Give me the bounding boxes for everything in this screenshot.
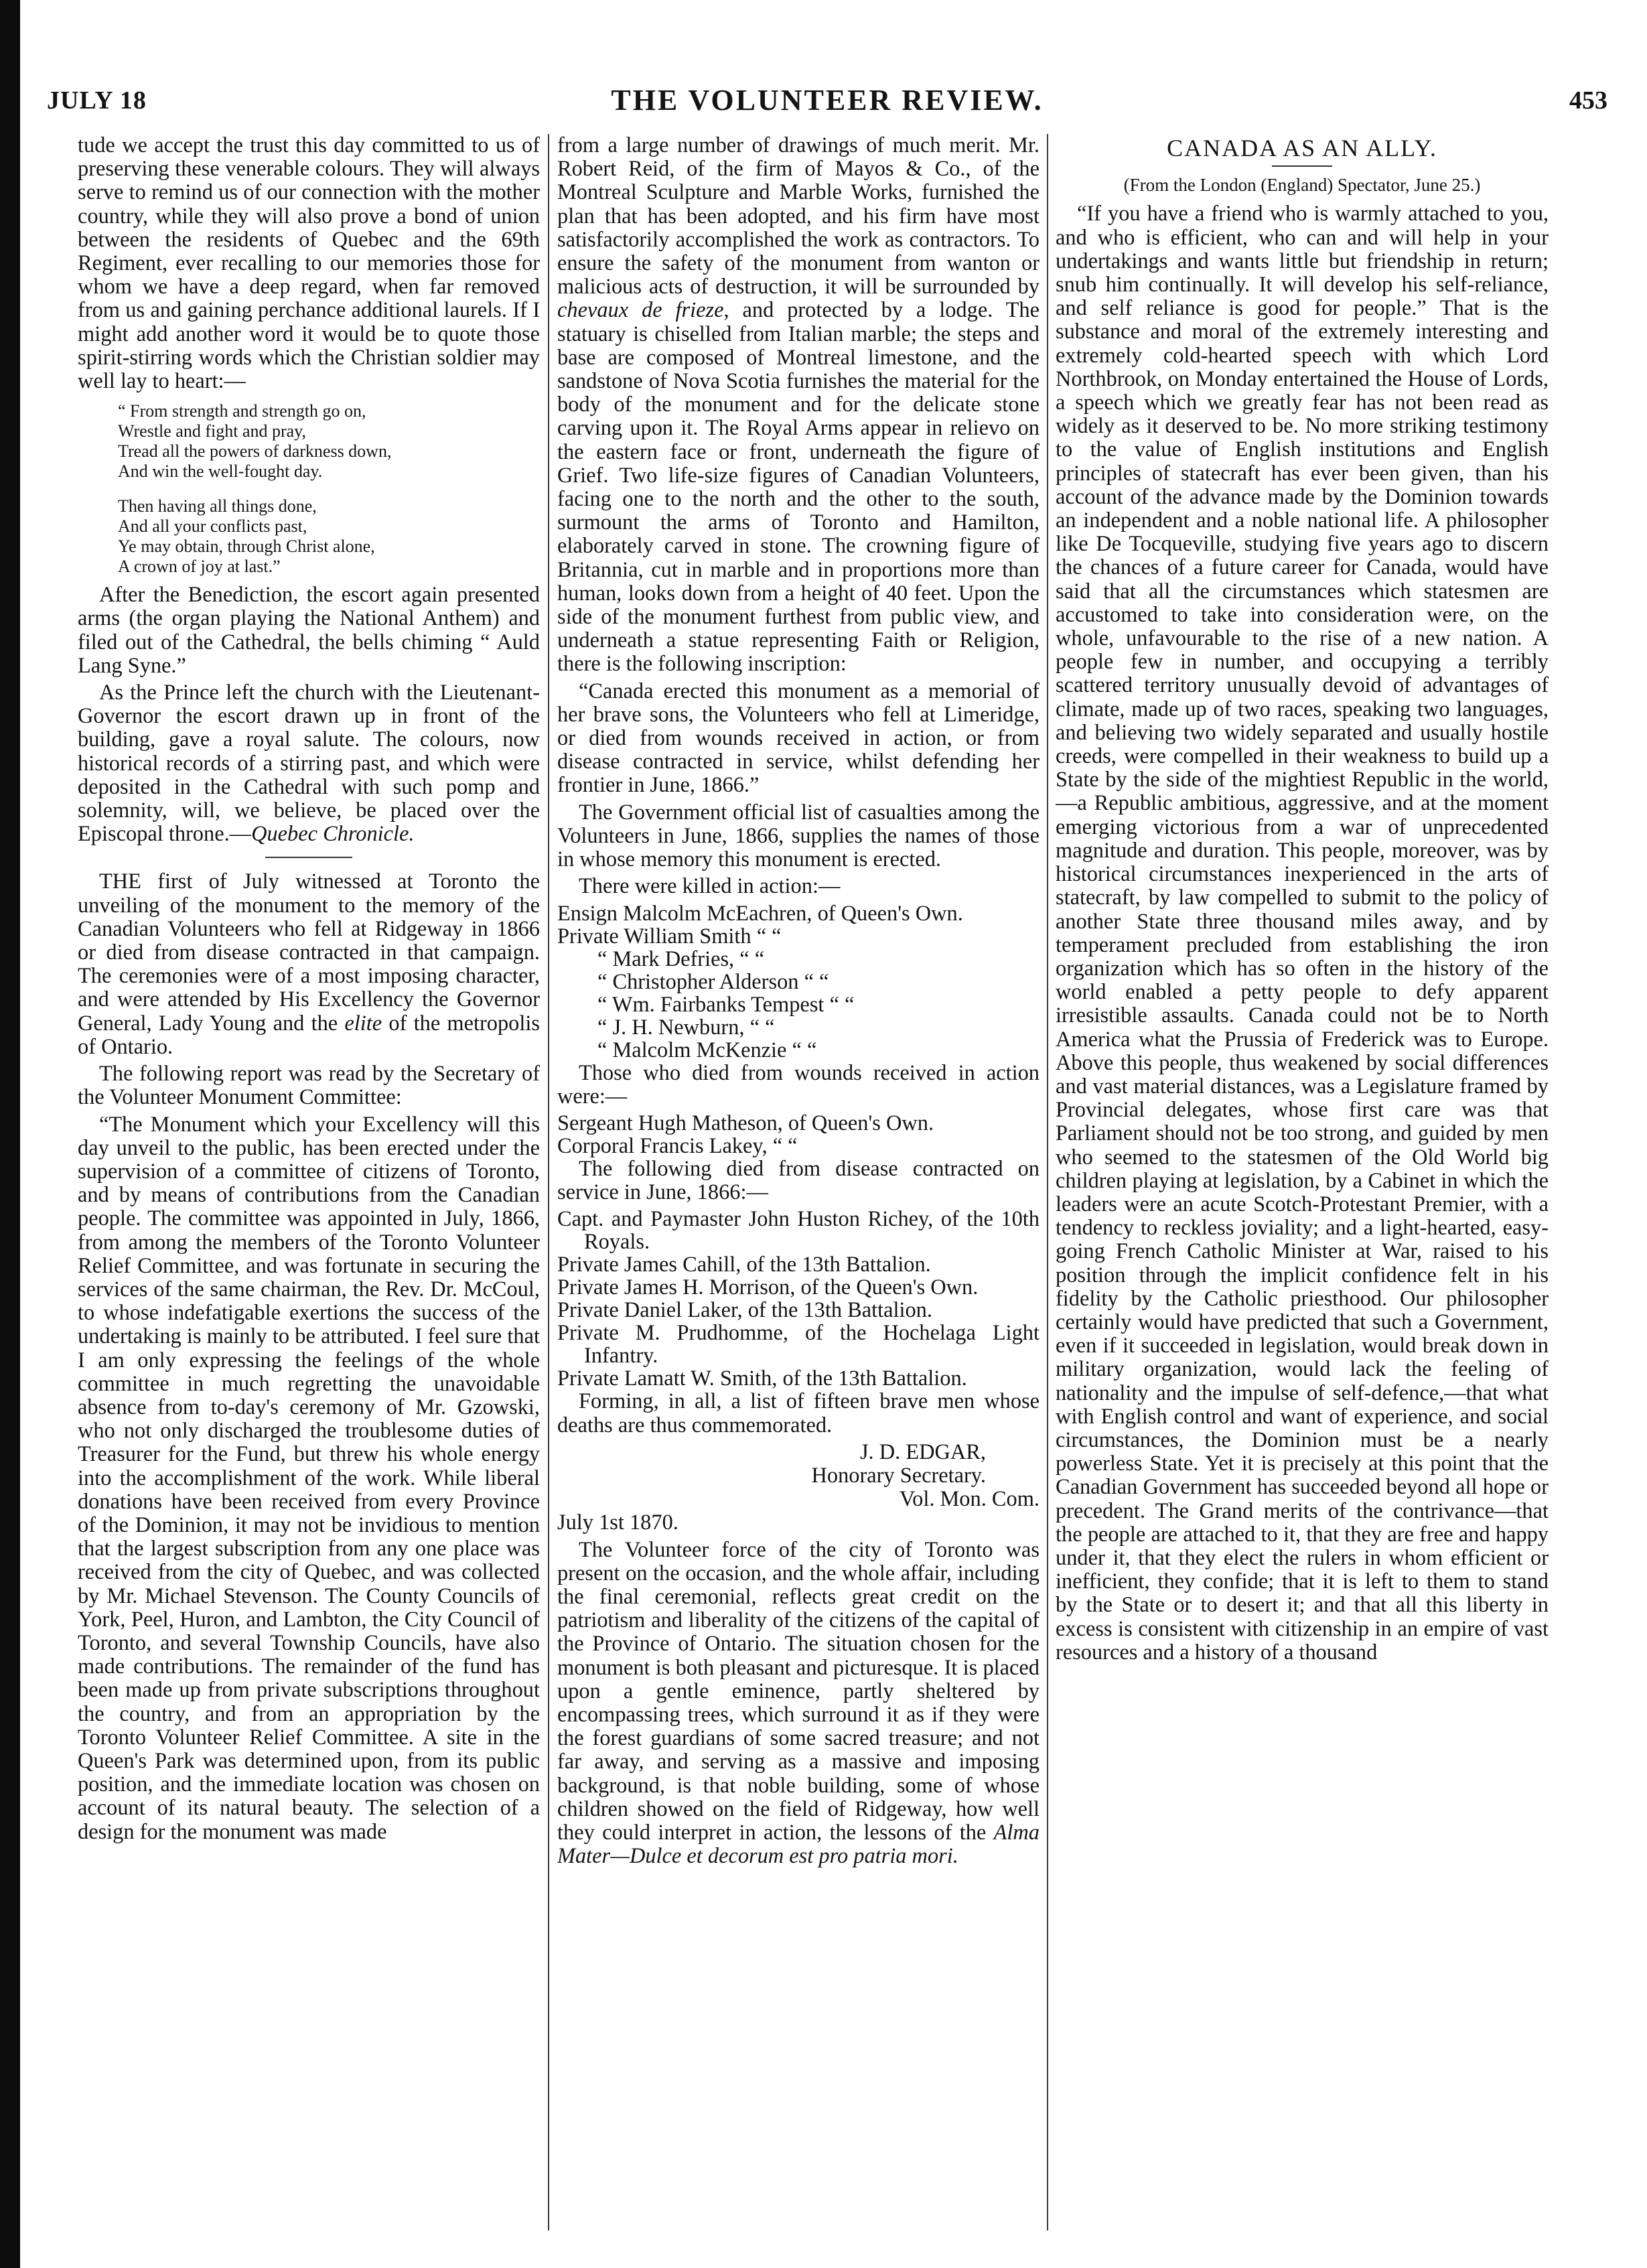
article-divider — [265, 857, 352, 858]
signature-title: Honorary Secretary. — [811, 1463, 986, 1488]
list-item: “ Christopher Alderson “ “ — [597, 969, 829, 994]
binding-edge — [0, 0, 20, 2268]
list-item: Capt. and Paymaster John Huston Richey, of the 10th Royals. — [557, 1207, 1040, 1255]
paragraph: tude we accept the trust this day committed to us of preserving these venerable colours. They will always serve to remind us of our connection with the mother country, while they will also prove a bond of union between the residents of Quebec and the 69th Regiment, ever recalling to our memories those for whom we have a deep regard, when far removed from us and gaining perchance additional laurels. If I might add another word it would be to quote those spirit-stirring words which the Christian soldier may well lay to heart:— — [78, 134, 540, 394]
paragraph: The following report was read by the Secretary of the Volunteer Monument Committee: — [78, 1062, 540, 1110]
paragraph: Forming, in all, a list of fifteen brave men whose deaths are thus commemorated. — [557, 1389, 1040, 1437]
paragraph: “The Monument which your Excellency will this day unveil to the public, has been erected under the supervision of a committee of citizens of Toronto, and by means of contributions from the Canadian people. The committee was appointed in July, 1866, from among the members of the Toronto Volunteer Relief Committee, and was fortunate in securing the services of the same chairman, the Rev. Dr. McCoul, to whose indefatigable exertions the success of the undertaking is mainly to be attributed. I feel sure that I am only expressing the feelings of the whole committee in much regretting the unavoidable absence from to-day's ceremony of Mr. Gzowski, who not only discharged the troublesome duties of Treasurer for the Fund, but threw his whole energy into the accomplishment of the work. While liberal donations have been received from every Province of the Dominion, it may not be invidious to mention that the largest subscription from any one place was received from the city of Quebec, and was collected by Mr. Michael Stevenson. The County Councils of York, Peel, Huron, and Lambton, the City Council of Toronto, and several Township Councils, have also made contributions. The remainder of the fund has been made up from private subscriptions throughout the country, and from an appropriation by the Toronto Volunteer Relief Committee. A site in the Queen's Park was determined upon, from its public position, and the immediate location was chosen on account of its natural beauty. The selection of a design for the monument was made — [78, 1112, 540, 1844]
running-title: THE VOLUNTEER REVIEW. — [611, 84, 1044, 117]
verse-line: Then having all things done, — [118, 496, 317, 516]
page-header — [47, 79, 1607, 133]
signature-org: Vol. Mon. Com. — [899, 1487, 1040, 1512]
page-number: 453 — [1569, 86, 1607, 115]
italic-phrase: chevaux de frieze — [557, 298, 724, 323]
list-item: Private Daniel Laker, of the 13th Battalion. — [557, 1298, 932, 1323]
paragraph-text: , and protected by a lodge. The statuary is chiselled from Italian marble; the steps and base are composed of Montreal limestone, and the sandstone of Nova Scotia furnishes the material for the body of the monument and for the delicate stone carving upon it. The Royal Arms appear in relievo on the eastern face or front, underneath the figure of Grief. Two life-size figures of Canadian Volunteers, facing one to the north and the other to the south, surmount the arms of Toronto and Hamilton, elaborately carved in stone. The crowning figure of Britannia, cut in marble and in proportions more than human, looks down from a height of 40 feet. Upon the side of the monument furthest from public view, and underneath a statue representing Faith or Religion, there is the following inscription: — [557, 298, 1040, 677]
paragraph: The following died from disease contracted on service in June, 1866:— — [557, 1156, 1040, 1205]
paragraph-text: As the Prince left the church with the Lieutenant-Governor the escort drawn up in front of the building, gave a royal salute. The colours, now historical records of a stirring past, and which were deposited in the Cathedral with such pomp and solemnity, will, we believe, be placed over the Episcopal throne.— — [78, 681, 540, 847]
list-item: Corporal Francis Lakey, “ “ — [557, 1133, 798, 1158]
list-item: “ Mark Defries, “ “ — [597, 946, 765, 971]
verse-line: Tread all the powers of darkness down, — [118, 441, 392, 462]
paragraph-text: THE first of July witnessed at Toronto the unveiling of the monument to the memory of the Canadian Volunteers who fell at Ridgeway in 1866 or died from disease contracted in that campaign. The ceremonies were of a most imposing character, and were attended by His Excellency the Governor General, Lady Young and the — [78, 869, 540, 1036]
disease-list — [557, 1208, 1040, 1390]
signature-name: J. D. EDGAR, — [859, 1439, 986, 1464]
paragraph: Those who died from wounds received in action were:— — [557, 1060, 1040, 1109]
latin-quote: Alma Mater—Dulce et decorum est pro patria mori. — [557, 1820, 1040, 1869]
column-right — [1056, 134, 1549, 2230]
paragraph — [78, 870, 540, 1059]
issue-date: JULY 18 — [47, 86, 147, 115]
list-item: Private William Smith “ “ — [557, 924, 782, 948]
list-item: Private M. Prudhomme, of the Hochelaga Light Infantry. — [557, 1321, 1040, 1368]
column-rule — [548, 134, 549, 2230]
paragraph: There were killed in action:— — [579, 874, 841, 899]
source-credit: Quebec Chronicle. — [251, 822, 415, 847]
italic-word: elite — [344, 1011, 382, 1036]
article-title: CANADA AS AN ALLY. — [1167, 135, 1437, 161]
paragraph: “If you have a friend who is warmly attached to you, and who is efficient, who can and will help in your undertakings and wants little but friendship in return; snub him continually. It will develop his self-reliance, and self reliance is good for people.” That is the substance and moral of the extremely interesting and extremely cold-hearted speech with which Lord Northbrook, on Monday entertained the House of Lords, a speech which we greatly fear has not been read as widely as it deserved to be. No more striking testimony to the value of English institutions and English principles of statecraft has ever been given, than his account of the advance made by the Dominion towards an independent and a noble national life. A philosopher like De Tocqueville, studying five years ago to discern the chances of a future career for Canada, would have said that all the circumstances which statesmen are accustomed to take into consideration were, on the whole, unfavourable to the rise of a new nation. A people few in number, and occupying a terribly scattered territory unusually devoid of advantages of climate, made up of two races, speaking two languages, and believing two widely separated and usually hostile creeds, were compelled in their weakness to build up a State by the side of the mightiest Republic in the world,—a Republic ambitious, aggressive, and at the moment emerging victorious from a war of unprecedented magnitude and duration. This people, moreover, was by historical circumstances inexperienced in the arts of statecraft, by law compelled to submit to the policy of another State three thousand miles away, and by temperament precluded from establishing the iron organization which has so often in the history of the world enabled a petty people to defy apparent irresistible assaults. Canada could not be to North America what the Prussia of Frederick was to Europe. Above this people, thus weakened by social differences and vast material distances, was a Legislature framed by Provincial delegates, whose first care was that Parliament should not be too strong, and guided by men who seemed to the statesmen of the Old World big children playing at legislation, by a Cabinet in which the leaders were an acute Scotch-Protestant Premier, with a tendency to reckless joviality; and a light-hearted, easy-going French Catholic Minister at War, raised to his position through the implicit confidence felt in his fidelity by the Catholic priesthood. Our philosopher certainly would have predicted that such a Government, even if it succeeded in legislation, would break down in military organization, would lack the feeling of nationality and the impulse of self-defence,—that what with English control and want of experience, and social circumstances, the Dominion must be a nearly powerless State. Yet it is precisely at this point that the Canadian Government has succeeded beyond all hope or precedent. The Grand merits of the contrivance—that the people are attached to it, that they are free and happy under it, that they elect the rulers in whom efficient or inefficient, they confide; that it is left to them to stand by the State or to desert it; and that all this liberty in excess is consistent with citizenship in an empire of vast resources and a history of a thousand — [1056, 202, 1549, 1664]
killed-list — [557, 902, 1040, 1062]
verse-line: And all your conflicts past, — [118, 516, 307, 537]
list-item: Sergeant Hugh Matheson, of Queen's Own. — [557, 1111, 934, 1135]
list-item: “ Malcolm McKenzie “ “ — [597, 1038, 817, 1062]
list-item: Ensign Malcolm McEachren, of Queen's Own. — [557, 901, 963, 926]
list-item: Private James Cahill, of the 13th Battalion. — [557, 1253, 931, 1277]
verse-line: A crown of joy at last.” — [118, 557, 281, 577]
paragraph-text: of the metropolis of Ontario. — [78, 1011, 540, 1059]
article-source: (From the London (England) Spectator, June 25.) — [1123, 175, 1481, 196]
paragraph-text: The Volunteer force of the city of Toronto was present on the occasion, and the whole affair, including the final ceremonial, reflects great credit on the patriotism and liberality of the citizens of the capital of the Province of Ontario. The situation chosen for the monument is both pleasant and picturesque. It is placed upon a gentle eminence, partly sheltered by encompassing trees, which surround it as if they were the forest guardians of some sacred treasure; and not far away, and serving as a massive and imposing background, is that noble building, some of whose children showed on the field of Ridgeway, how well they could interpret in action, the lessons of the — [557, 1537, 1040, 1845]
title-rule — [1272, 165, 1332, 167]
paragraph: The Government official list of casualties among the Volunteers in June, 1866, supplies the names of those in whose memory this monument is erected. — [557, 800, 1040, 872]
list-item: Private James H. Morrison, of the Queen's Own. — [557, 1275, 979, 1300]
list-item: “ J. H. Newburn, “ “ — [597, 1015, 775, 1040]
verse-line: Ye may obtain, through Christ alone, — [118, 537, 375, 557]
paragraph — [78, 681, 540, 846]
paragraph — [557, 134, 1040, 677]
column-left — [78, 134, 540, 2230]
column-middle — [557, 134, 1040, 2230]
paragraph-text: from a large number of drawings of much merit. Mr. Robert Reid, of the firm of Mayos & Co., of the Montreal Sculpture and Marble Works, furnished the plan that has been adopted, and his firm have most satisfactorily accomplished the work as contractors. To ensure the safety of the monument from wanton or malicious acts of destruction, it will be surrounded by — [557, 134, 1040, 299]
list-item: “ Wm. Fairbanks Tempest “ “ — [597, 992, 855, 1017]
verse-line: And win the well-fought day. — [118, 462, 323, 482]
report-date: July 1st 1870. — [557, 1510, 678, 1535]
verse-gap — [118, 482, 540, 496]
verse-line: Wrestle and fight and pray, — [118, 421, 306, 441]
paragraph: After the Benediction, the escort again presented arms (the organ playing the National Anthem) and filed out of the Cathedral, the bells chiming “ Auld Lang Syne.” — [78, 583, 540, 678]
hymn-verse — [118, 401, 540, 577]
inscription: “Canada erected this monument as a memorial of her brave sons, the Volunteers who fell at Limeridge, or died from wounds received in action, or from disease contracted in service, whilst defending her frontier in June, 1866.” — [557, 679, 1040, 798]
wounds-list — [557, 1112, 1040, 1157]
verse-line: “ From strength and strength go on, — [118, 401, 366, 421]
list-item: Private Lamatt W. Smith, of the 13th Battalion. — [557, 1366, 967, 1391]
paragraph — [557, 1539, 1040, 1869]
column-rule — [1047, 134, 1048, 2230]
